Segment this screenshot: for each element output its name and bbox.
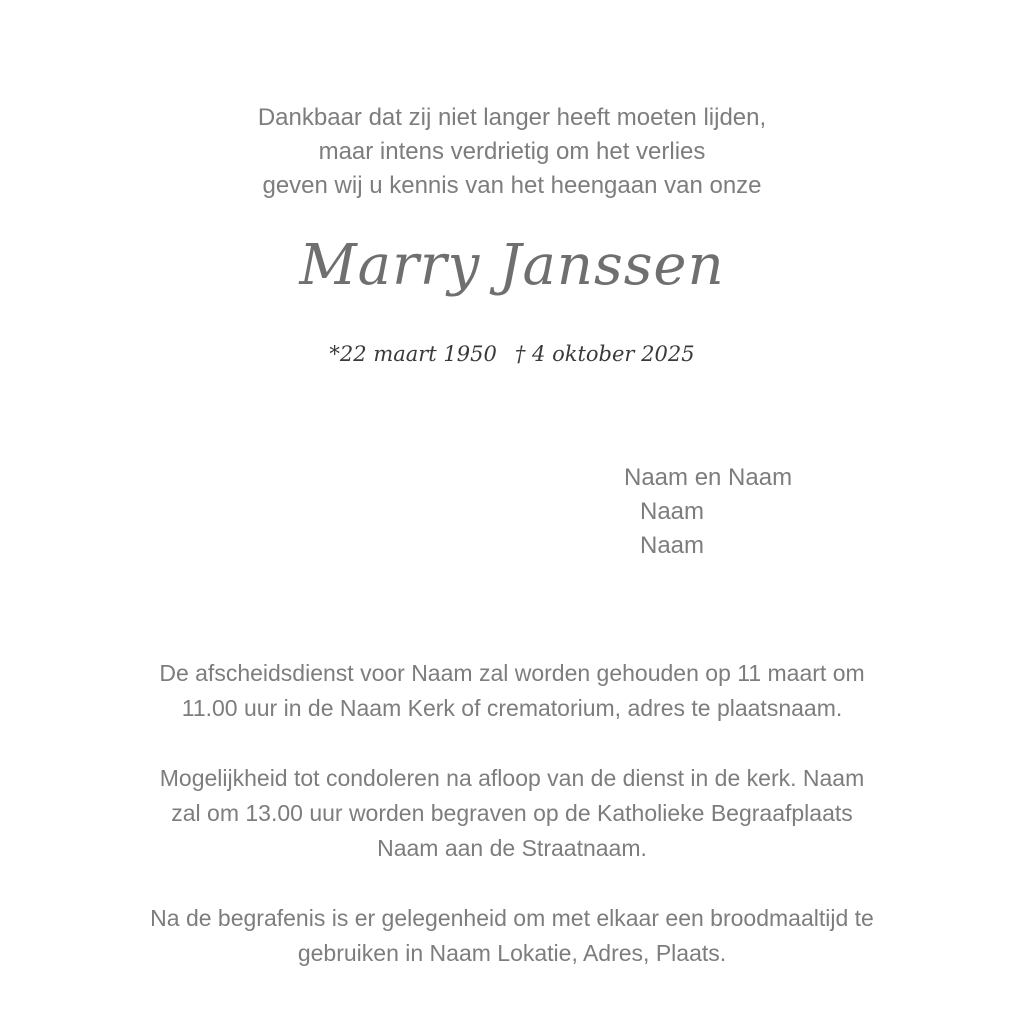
intro-line: geven wij u kennis van het heengaan van onze xyxy=(262,172,762,199)
intro-text xyxy=(0,101,1024,203)
service-line: De afscheidsdienst voor Naam zal worden gehouden op 11 maart om xyxy=(159,660,865,686)
service-line: Naam aan de Straatnaam. xyxy=(377,835,647,861)
family-names xyxy=(624,461,792,563)
service-line: zal om 13.00 uur worden begraven op de Katholieke Begraafplaats xyxy=(171,800,853,826)
service-paragraph-meal xyxy=(0,901,1024,971)
birth-date: *22 maart 1950 xyxy=(329,342,497,366)
intro-line: maar intens verdrietig om het verlies xyxy=(318,138,706,165)
service-paragraph-condolence xyxy=(0,761,1024,866)
family-line: Naam en Naam xyxy=(624,464,793,491)
service-line: Mogelijkheid tot condoleren na afloop van de dienst in de kerk. Naam xyxy=(159,765,865,791)
family-line: Naam xyxy=(640,498,705,525)
service-details xyxy=(0,656,1024,1006)
life-dates xyxy=(0,338,1024,370)
service-line: gebruiken in Naam Lokatie, Adres, Plaats. xyxy=(297,940,727,966)
family-line: Naam xyxy=(640,532,705,559)
service-line: Na de begrafenis is er gelegenheid om met elkaar een broodmaaltijd te xyxy=(150,905,874,931)
death-date: † 4 oktober 2025 xyxy=(514,342,695,366)
intro-line: Dankbaar dat zij niet langer heeft moeten lijden, xyxy=(257,104,767,131)
deceased-name: Marry Janssen xyxy=(299,233,725,298)
service-paragraph-farewell xyxy=(0,656,1024,726)
service-line: 11.00 uur in de Naam Kerk of crematorium, adres te plaatsnaam. xyxy=(181,695,843,721)
